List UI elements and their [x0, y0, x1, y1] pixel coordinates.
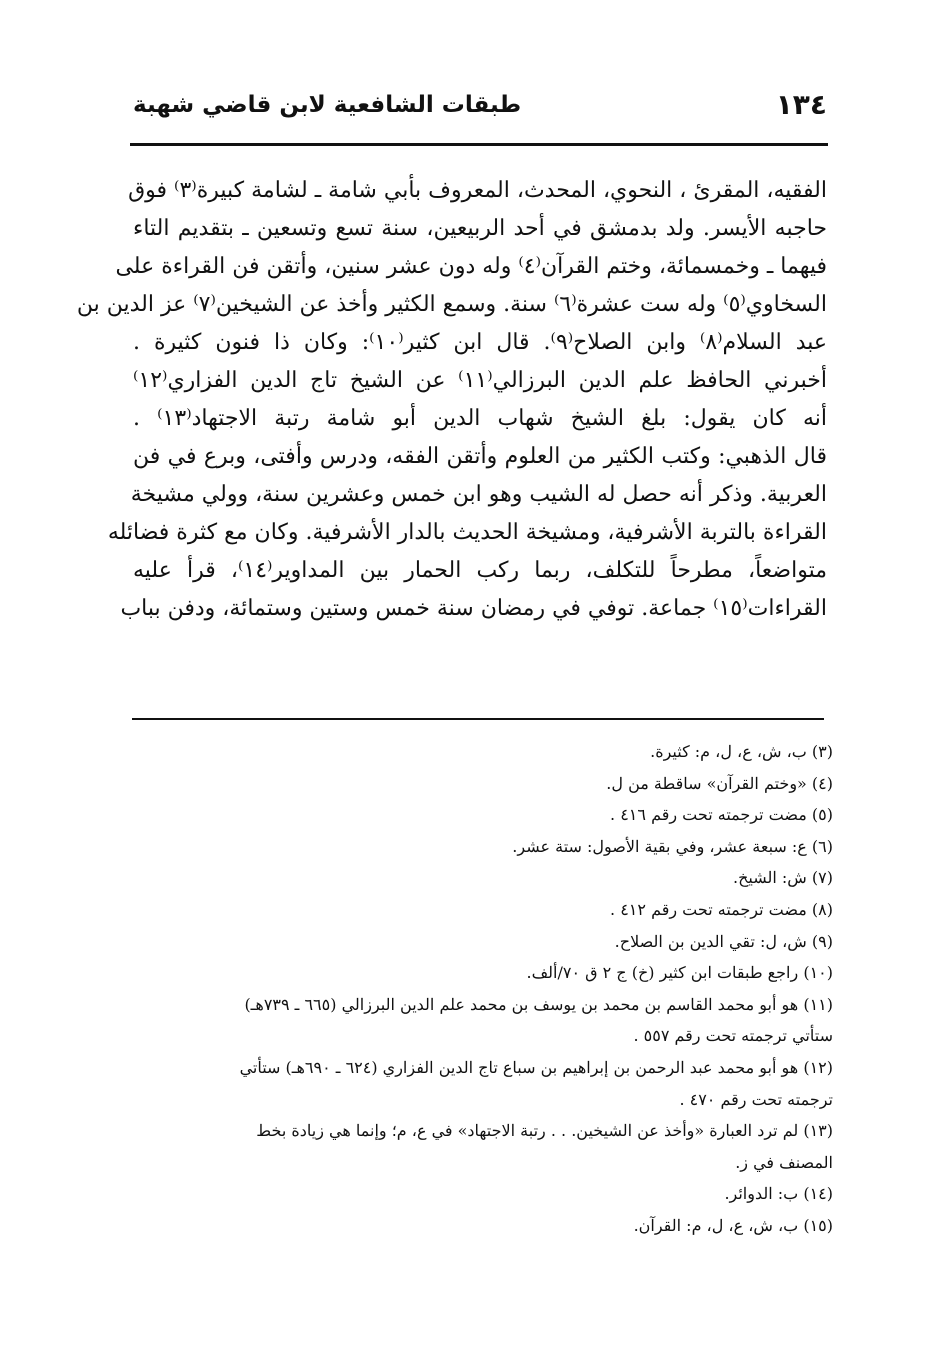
footnote-line: (٥) مضت ترجمته تحت رقم ٤١٦ . — [610, 805, 833, 825]
footnote-line: (١٣) لم ترد العبارة «وأخذ عن الشيخين. . . رتبة الاجتهاد» في ع، م؛ وإنما هي زيادة بخط — [256, 1121, 833, 1141]
running-title: طبقات الشافعية لابن قاضي شهبة — [133, 92, 522, 118]
footnotes — [133, 736, 833, 1242]
page-header — [133, 84, 827, 134]
text-line: أنه كان يقول: بلغ الشيخ شهاب الدين أبو شامة رتبة الاجتهاد⁽١٣⁾ . — [133, 406, 828, 431]
footnote-line: ستأتي ترجمته تحت رقم ٥٥٧ . — [633, 1026, 833, 1046]
footnote-line: (٣) ب، ش، ع، ل، م: كثيرة. — [650, 742, 833, 761]
footnote-line: (١٢) هو أبو محمد عبد الرحمن بن إبراهيم بن سباع تاج الدين الفزاري (٦٢٤ ـ ٦٩٠هـ) ستأتي — [239, 1057, 833, 1077]
footnote-line: (١٠) راجع طبقات ابن كثير (خ) ج ٢ ق ٧٠/ألف. — [526, 963, 833, 983]
page-number: ١٣٤ — [775, 88, 827, 121]
footnote-line: (٤) «وختم القرآن» ساقطة من ل. — [606, 773, 833, 793]
text-line: عبد السلام⁽٨⁾ وابن الصلاح⁽٩⁾. قال ابن كثير⁽١٠⁾: وكان ذا فنون كثيرة . — [133, 330, 828, 355]
text-line: فيهما ـ وخمسمائة، وختم القرآن⁽٤⁾ وله دون عشر سنين، وأتقن فن القراءة على — [115, 254, 827, 279]
footnote-line: (١٤) ب: الدوائر. — [724, 1184, 833, 1204]
header-rule — [130, 143, 828, 146]
footnote-separator — [132, 718, 824, 720]
text-line: أخبرني الحافظ علم الدين البرزالي⁽١١⁾ عن الشيخ تاج الدين الفزاري⁽١٢⁾ — [133, 368, 827, 393]
footnote-line: (٧) ش: الشيخ. — [732, 868, 833, 888]
text-line: متواضعاً، مطرحاً للتكلف، ربما ركب الحمار بين المداوير⁽١٤⁾، قرأ عليه — [133, 558, 828, 583]
text-line: الفقيه، المقرئ ، النحوي، المحدث، المعروف بأبي شامة ـ لشامة كبيرة⁽٣⁾ فوق — [128, 178, 827, 203]
text-line: القراءة بالتربة الأشرفية، ومشيخة الحديث بالدار الأشرفية. وكان مع كثرة فضائله — [107, 520, 827, 545]
footnote-line: (١٥) ب، ش، ع، ل، م: القرآن. — [633, 1215, 833, 1235]
text-line: القراءات⁽١٥⁾ جماعة. توفي في رمضان سنة خمس وستين وستمائة، ودفن بباب — [120, 596, 827, 621]
footnote-line: (٨) مضت ترجمته تحت رقم ٤١٢ . — [610, 899, 833, 919]
footnote-line: (٩) ش، ل: تقي الدين بن الصلاح. — [614, 931, 833, 951]
main-text — [76, 172, 828, 628]
footnote-line: (٦) ع: سبعة عشر، وفي بقية الأصول: ستة عشر. — [512, 836, 833, 856]
footnote-line: المصنف في ز. — [735, 1152, 833, 1172]
text-line: قال الذهبي: وكتب الكثير من العلوم وأتقن الفقه، ودرس وأفتى، وبرع في فن — [133, 444, 827, 469]
text-line: العربية. وذكر أنه حصل له الشيب وهو ابن خمس وعشرين سنة، وولي مشيخة — [130, 482, 827, 507]
footnote-line: (١١) هو أبو محمد القاسم بن محمد بن يوسف بن محمد علم الدين البرزالي (٦٦٥ ـ ٧٣٩هـ) — [244, 994, 833, 1014]
footnote-line: ترجمته تحت رقم ٤٧٠ . — [679, 1089, 833, 1109]
text-line: حاجبه الأيسر. ولد بدمشق في أحد الربيعين، سنة تسع وتسعين ـ بتقديم التاء — [133, 216, 827, 241]
text-line: السخاوي⁽٥⁾ وله ست عشرة⁽٦⁾ سنة. وسمع الكثير وأخذ عن الشيخين⁽٧⁾ عز الدين بن — [76, 292, 827, 317]
